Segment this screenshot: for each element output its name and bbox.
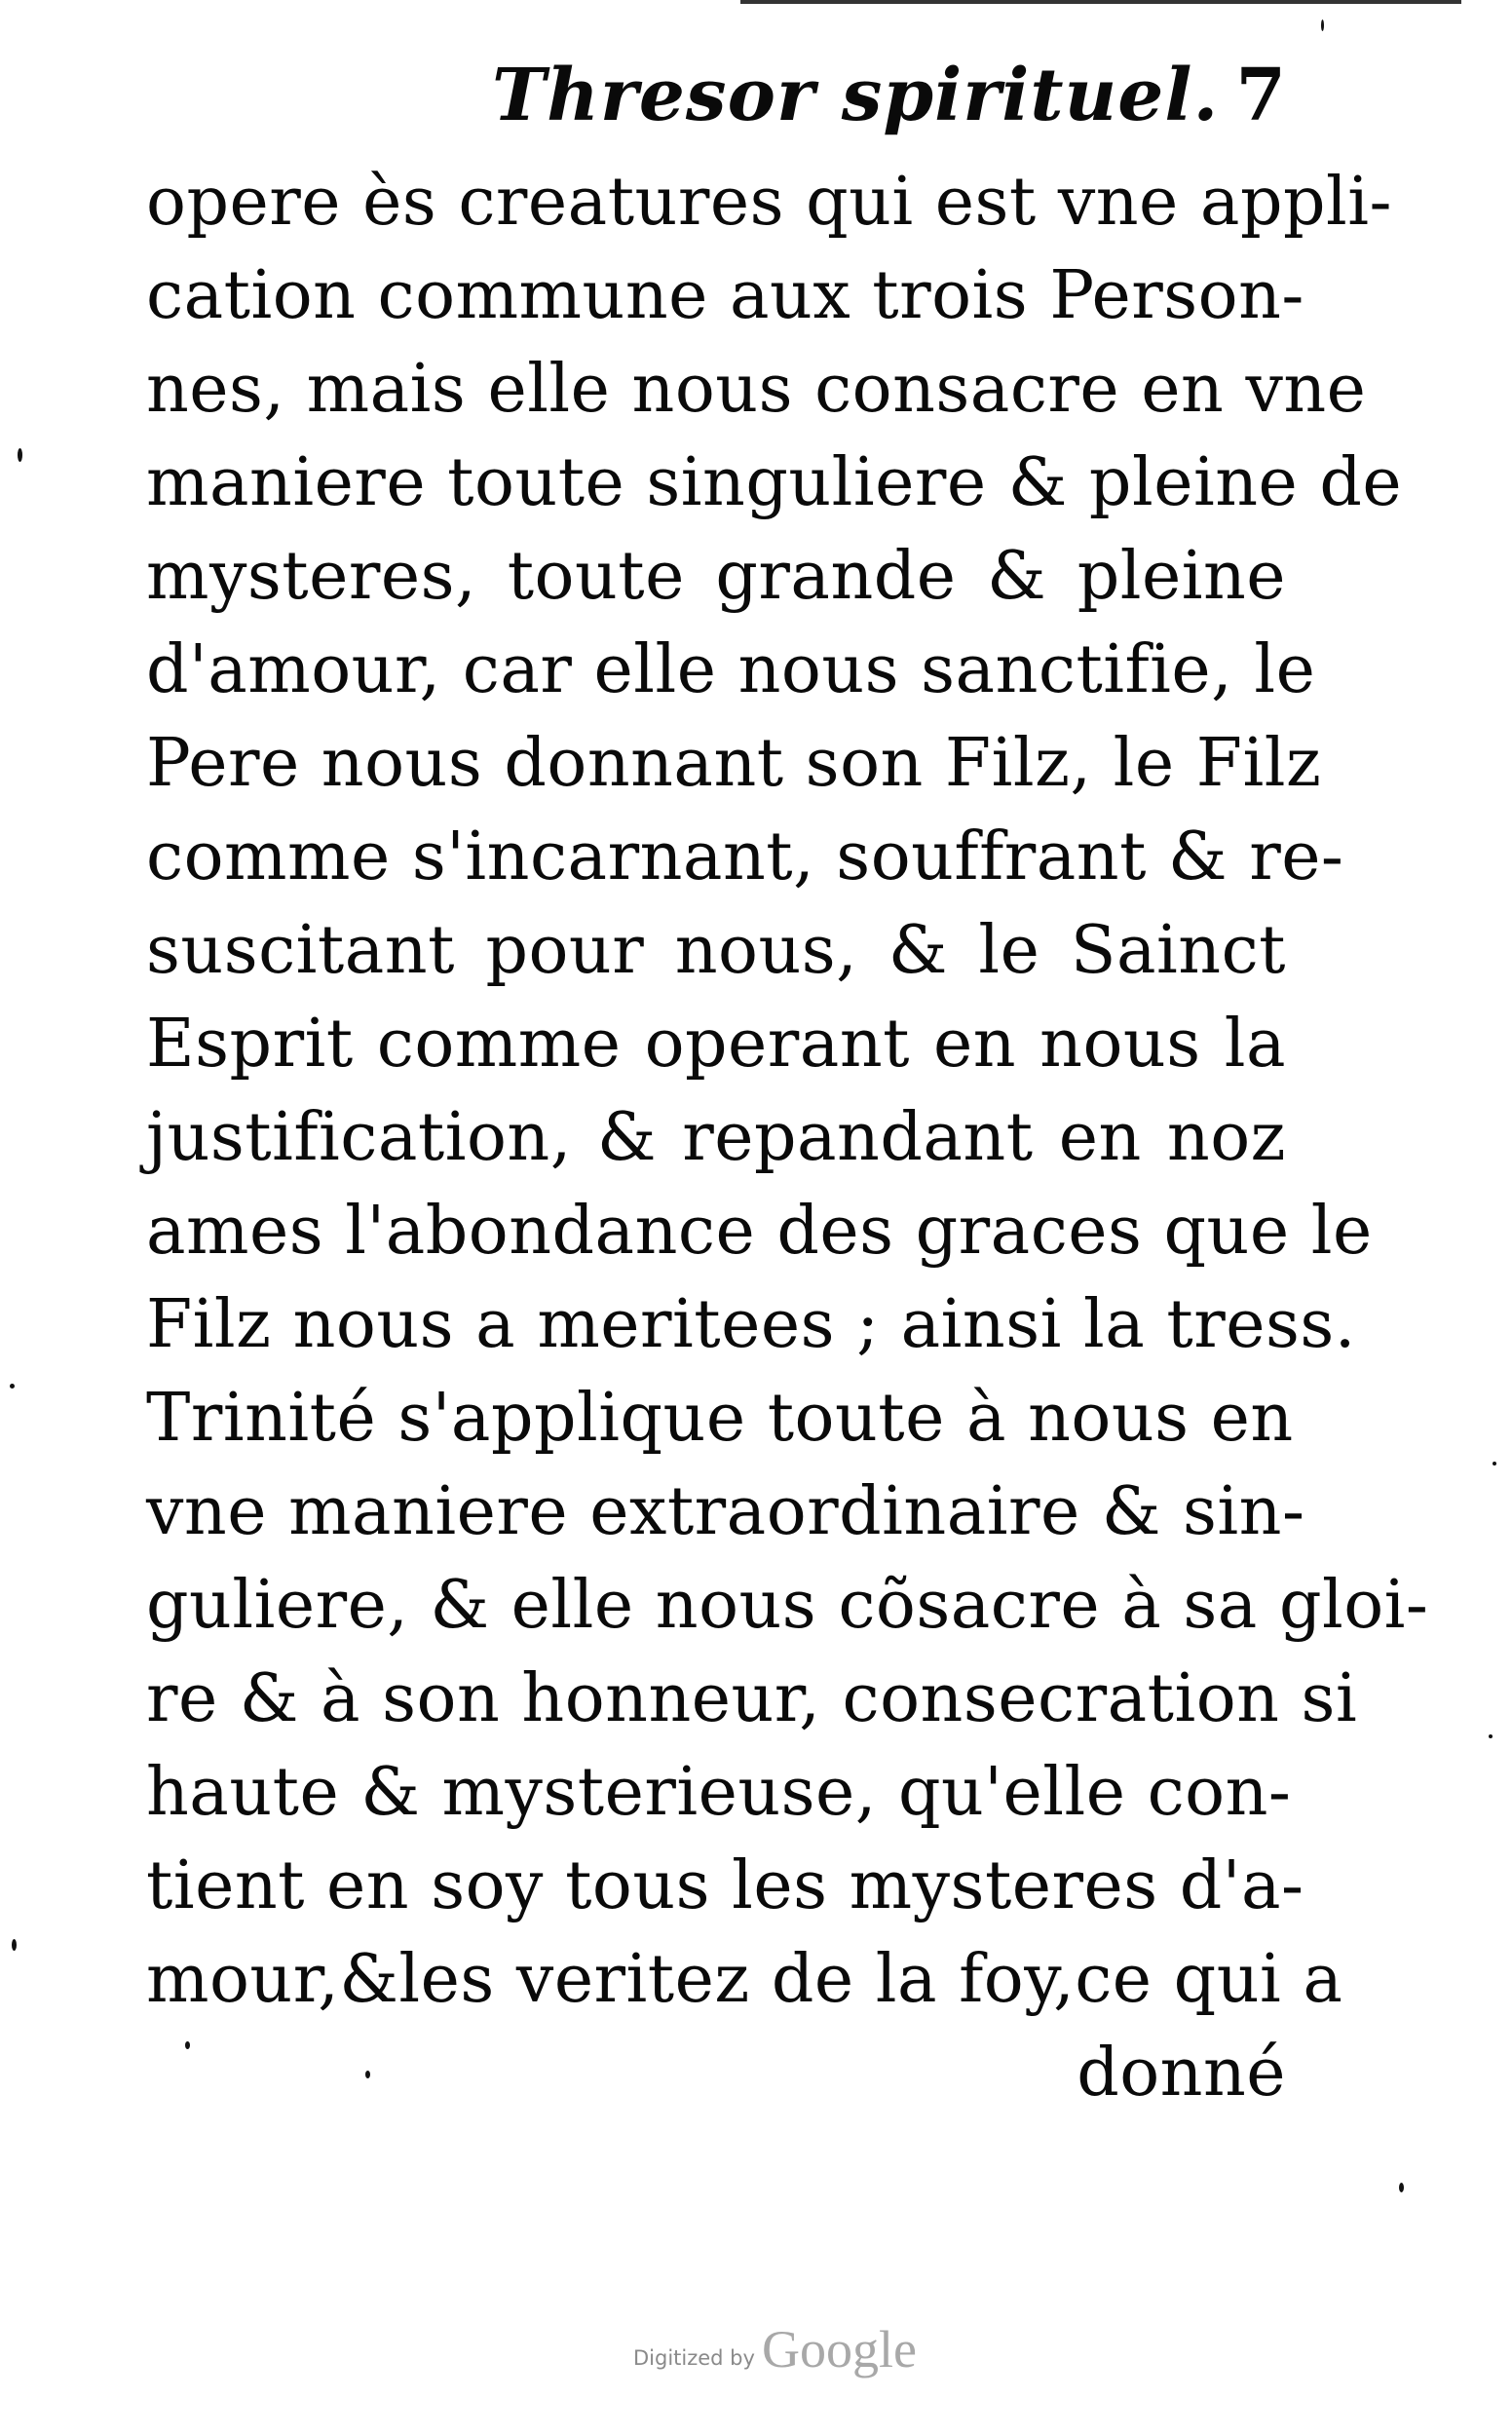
ink-speck bbox=[18, 448, 22, 462]
top-edge-rule bbox=[740, 0, 1461, 4]
running-title: Thresor spirituel. bbox=[492, 54, 1220, 137]
text-line: haute & mysterieuse, qu'elle con- bbox=[146, 1754, 1292, 1831]
body-text bbox=[146, 156, 1429, 2120]
text-line: suscitant pour nous, & le Sainct bbox=[146, 912, 1286, 989]
digitized-by-google-watermark bbox=[633, 2319, 964, 2387]
ink-speck bbox=[12, 1939, 17, 1951]
text-line: comme s'incarnant, souffrant & re- bbox=[146, 818, 1344, 895]
text-line: maniere toute singuliere & pleine de bbox=[146, 444, 1403, 521]
ink-speck bbox=[365, 2071, 370, 2078]
ink-speck bbox=[1399, 2183, 1404, 2192]
text-line: cation commune aux trois Person- bbox=[146, 257, 1304, 334]
ink-speck bbox=[1321, 19, 1324, 31]
text-line: Pere nous donnant son Filz, le Filz bbox=[146, 725, 1322, 802]
text-line: Trinité s'applique toute à nous en bbox=[146, 1380, 1294, 1457]
ink-speck bbox=[1493, 1462, 1496, 1465]
text-line: mour,&les veritez de la foy,ce qui a bbox=[146, 1941, 1343, 2018]
page-header bbox=[146, 54, 1286, 161]
text-line: justification, & repandant en noz bbox=[146, 1099, 1286, 1176]
text-line: Filz nous a meritees ; ainsi la tress. bbox=[146, 1286, 1356, 1363]
text-line: re & à son honneur, consecration si bbox=[146, 1660, 1358, 1737]
ink-speck bbox=[1489, 1734, 1493, 1738]
page-number: 7 bbox=[1235, 54, 1286, 137]
text-line: tient en soy tous les mysteres d'a- bbox=[146, 1847, 1304, 1924]
text-line: ames l'abondance des graces que le bbox=[146, 1193, 1373, 1270]
text-line: guliere, & elle nous cõsacre à sa gloi- bbox=[146, 1567, 1429, 1644]
ink-speck bbox=[185, 2041, 190, 2049]
text-line: mysteres, toute grande & pleine bbox=[146, 538, 1286, 615]
text-line: d'amour, car elle nous sanctifie, le bbox=[146, 631, 1316, 708]
text-line: vne maniere extraordinaire & sin- bbox=[146, 1473, 1305, 1550]
text-line: opere ès creatures qui est vne appli- bbox=[146, 164, 1392, 241]
text-line: Esprit comme operant en nous la bbox=[146, 1006, 1286, 1083]
catchword: donné bbox=[1077, 2035, 1286, 2112]
digitized-by-label: Digitized by bbox=[633, 2346, 755, 2370]
google-logo-text: Google bbox=[762, 2320, 917, 2379]
ink-speck bbox=[10, 1384, 15, 1389]
text-line: nes, mais elle nous consacre en vne bbox=[146, 351, 1367, 428]
